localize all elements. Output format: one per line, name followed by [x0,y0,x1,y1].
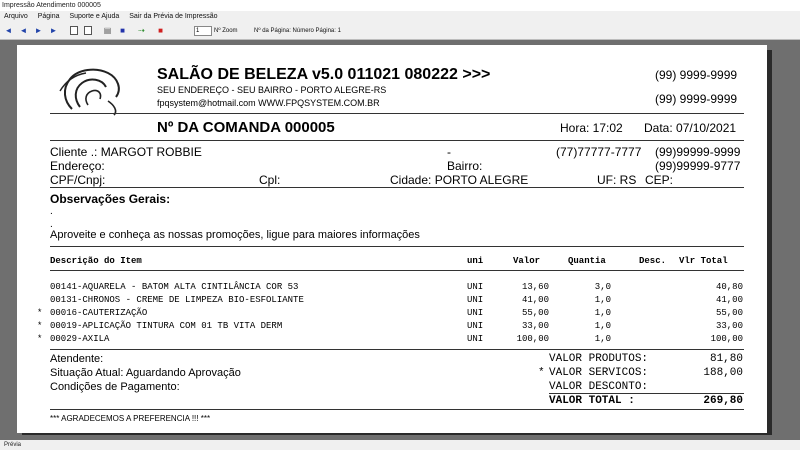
row-unit: UNI [467,295,484,305]
grand-total-label: VALOR TOTAL : [549,395,635,407]
row-quantity: 3,0 [594,282,611,292]
discount-label: VALOR DESCONTO: [549,381,649,393]
comanda-number: Nº DA COMANDA 000005 [157,119,335,136]
row-total: 33,00 [715,321,743,331]
row-value: 33,00 [521,321,549,331]
thanks-message: *** AGRADECEMOS A PREFERENCIA !!! *** [50,414,211,423]
save-icon[interactable]: ■ [120,26,125,35]
divider [50,187,744,188]
row-quantity: 1,0 [594,295,611,305]
col-header-discount: Desc. [639,256,667,266]
row-quantity: 1,0 [594,321,611,331]
client-cpl: Cpl: [259,173,281,187]
divider [50,140,744,141]
row-total: 40,80 [715,282,743,292]
menu-bar [0,11,800,22]
client-dash: - [447,145,451,159]
row-value: 100,00 [516,334,549,344]
row-unit: UNI [467,308,484,318]
row-unit: UNI [467,334,484,344]
promo-text: Aproveite e conheça as nossas promoções, ligue para maiores informações [50,229,420,241]
client-cpf: CPF/Cnpj: [50,173,106,187]
divider [50,409,744,410]
company-address: SEU ENDEREÇO - SEU BAIRRO - PORTO ALEGRE-RS [157,85,387,95]
col-header-total: Vlr Total [679,256,728,266]
products-total-label: VALOR PRODUTOS: [549,353,649,365]
company-name: SALÃO DE BELEZA v5.0 011021 080222 >>> [157,66,491,83]
first-page-icon[interactable]: ◄ [4,26,13,35]
client-uf: UF: RS [597,173,637,187]
print-setup-icon[interactable]: ▤ [103,26,112,35]
previous-page-icon[interactable]: ◄ [19,26,28,35]
row-total: 55,00 [715,308,743,318]
zoom-label: Nº Zoom [214,28,238,34]
company-phone-1: (99) 9999-9999 [655,68,738,82]
menu-arquivo[interactable]: Arquivo [4,13,28,20]
client-phone-b: (99)99999-9999 [655,145,741,159]
client-phone-c: (99)99999-9777 [655,159,741,173]
observation-line-1: . [50,206,53,217]
client-city: Cidade: PORTO ALEGRE [390,173,529,187]
toolbar [0,22,800,40]
col-header-value: Valor [513,256,541,266]
client-address: Endereço: [50,159,105,173]
close-preview-icon[interactable]: ■ [158,26,163,35]
company-phone-2: (99) 9999-9999 [655,92,738,106]
status-bar: Prévia [0,440,800,450]
row-quantity: 1,0 [594,308,611,318]
col-header-unit: uni [467,256,484,266]
window-title: Impressão Atendimento 000005 [0,0,800,11]
row-total: 41,00 [715,295,743,305]
col-header-quantity: Quantia [568,256,606,266]
menu-suporte-ajuda[interactable]: Suporte e Ajuda [69,13,120,20]
menu-sair-previa[interactable]: Sair da Prévia de Impressão [129,13,218,20]
observations-title: Observações Gerais: [50,192,171,206]
row-description: 00029-AXILA [50,334,110,344]
divider [50,349,744,350]
client-bairro: Bairro: [447,159,483,173]
row-description: 00016-CAUTERIZAÇÃO [50,308,148,318]
last-page-icon[interactable]: ► [49,26,58,35]
row-value: 55,00 [521,308,549,318]
attendant: Atendente: [50,353,104,365]
page-info: Nº da Página: Número Página: 1 [254,28,341,34]
divider [549,393,744,394]
salon-logo [52,61,132,117]
next-page-icon[interactable]: ► [34,26,43,35]
row-mark: * [37,321,43,331]
divider [50,246,744,247]
divider [50,270,744,271]
comanda-time: Hora: 17:02 [560,121,623,135]
comanda-date: Data: 07/10/2021 [644,121,737,135]
services-total-value: 188,00 [703,367,743,379]
single-page-icon[interactable] [70,26,78,35]
observation-line-2: . [50,219,53,230]
page-select[interactable]: 1 [194,26,212,36]
row-unit: UNI [467,321,484,331]
products-total-value: 81,80 [709,353,743,365]
company-contact: fpqsystem@hotmail.com WWW.FPQSYSTEM.COM.BR [157,98,380,108]
grand-total-value: 269,80 [703,395,743,407]
current-status: Situação Atual: Aguardando Aprovação [50,367,241,379]
row-description: 00019-APLICAÇÃO TINTURA COM 01 TB VITA DERM [50,321,283,331]
row-description: 00141-AQUARELA - BATOM ALTA CINTILÂNCIA COR 53 [50,282,299,292]
menu-pagina[interactable]: Página [37,13,60,20]
client-cep: CEP: [645,173,674,187]
two-pages-icon[interactable] [84,26,92,35]
divider [50,113,744,114]
services-total-label: VALOR SERVICOS: [549,367,649,379]
services-mark: * [538,367,545,379]
row-quantity: 1,0 [594,334,611,344]
client-name: Cliente .: MARGOT ROBBIE [50,145,202,159]
row-total: 100,00 [710,334,743,344]
row-unit: UNI [467,282,484,292]
row-mark: * [37,308,43,318]
row-description: 00131-CHRONOS - CREME DE LIMPEZA BIO-ESFOLIANTE [50,295,304,305]
col-header-description: Descrição do Item [50,256,142,266]
export-icon[interactable]: ⇢ [138,26,145,35]
client-phone-a: (77)77777-7777 [556,145,642,159]
payment-conditions: Condições de Pagamento: [50,381,180,393]
row-value: 41,00 [521,295,549,305]
row-value: 13,60 [521,282,549,292]
row-mark: * [37,334,43,344]
print-preview-page [17,45,767,433]
